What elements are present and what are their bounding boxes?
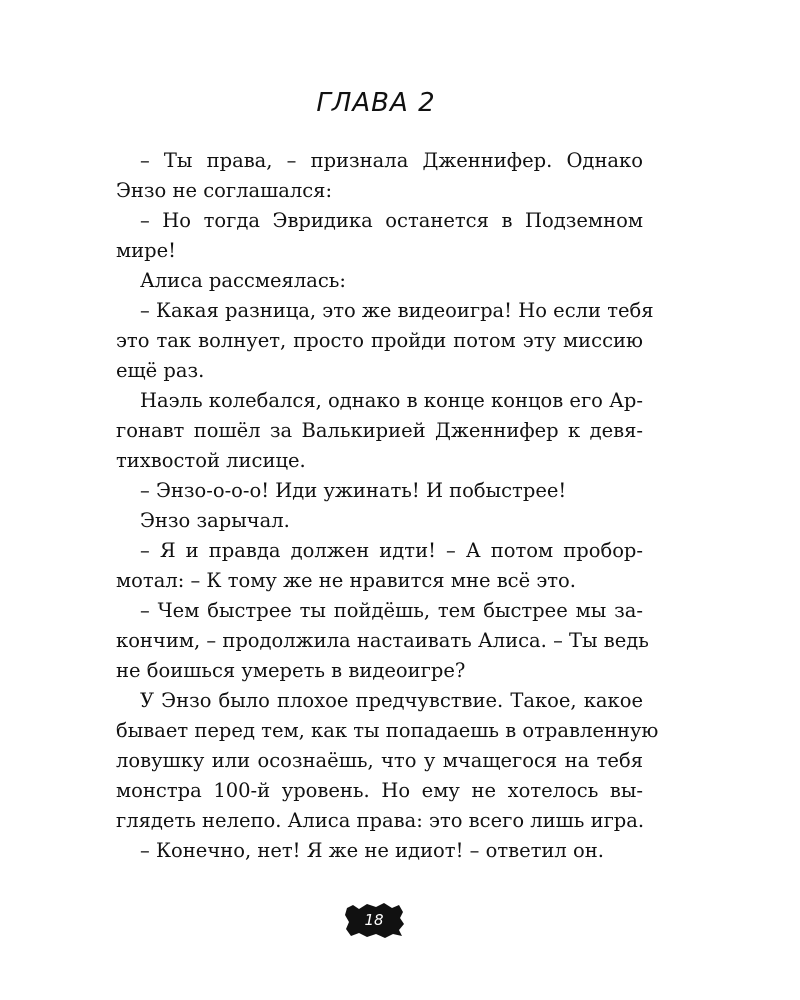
text-line: мотал: – К тому же не нравится мне всё это. [116,569,576,592]
page-number-badge [343,900,405,940]
text-line: мире! [116,239,177,262]
text-line: Энзо зарычал. [140,509,290,532]
text-line: – Конечно, нет! Я же не идиот! – ответил он. [140,839,604,862]
text-line: монстра 100-й уровень. Но ему не хотелось вы- [116,779,643,802]
text-line: Алиса рассмеялась: [140,269,346,292]
text-line: ещё раз. [116,359,205,382]
text-line: это так волнует, просто пройди потом эту миссию [116,329,643,352]
text-line: – Чем быстрее ты пойдёшь, тем быстрее мы за- [140,599,643,622]
chapter-title: ГЛАВА 2 [316,88,436,118]
text-line: глядеть нелепо. Алиса права: это всего лишь игра. [116,809,645,832]
page-number: 18 [364,911,384,929]
text-line: ловушку или осознаёшь, что у мчащегося на тебя [116,749,643,772]
text-line: – Ты права, – признала Дженнифер. Однако [140,149,643,172]
text-line: гонавт пошёл за Валькирией Дженнифер к девя- [116,419,643,442]
text-line: – Какая разница, это же видеоигра! Но если тебя [140,299,654,322]
text-line: бывает перед тем, как ты попадаешь в отравленную [116,719,659,742]
body-text [116,146,659,866]
text-line: – Энзо-о-о-о! Иди ужинать! И побыстрее! [140,479,567,502]
text-line: – Но тогда Эвридика останется в Подземном [140,209,643,232]
text-line: Энзо не соглашался: [116,179,333,202]
text-line: тихвостой лисице. [116,449,306,472]
text-line: Наэль колебался, однако в конце концов его Ар- [140,389,643,412]
text-line: кончим, – продолжила настаивать Алиса. – Ты ведь [116,629,649,652]
text-line: У Энзо было плохое предчувствие. Такое, какое [140,689,643,712]
text-line: – Я и правда должен идти! – А потом пробор- [140,539,643,562]
text-line: не боишься умереть в видеоигре? [116,659,466,682]
